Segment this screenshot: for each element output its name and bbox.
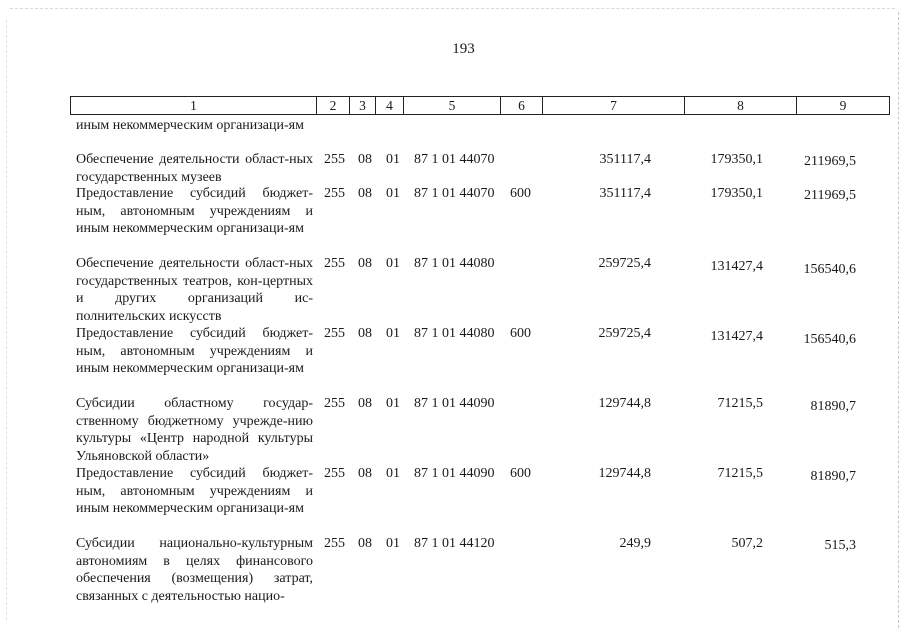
cell-podrazdel: 01 <box>386 466 400 481</box>
row-description: Обеспечение деятельности област-ных государственных музеев <box>76 152 313 185</box>
cell-sum-9: 81890,7 <box>810 469 856 484</box>
header-col-3: 3 <box>350 97 376 115</box>
cell-vr: 600 <box>510 326 531 341</box>
cell-sum-8: 179350,1 <box>710 186 763 201</box>
cell-csr: 87 1 01 44090 <box>414 466 495 481</box>
cell-sum-8: 131427,4 <box>710 329 763 344</box>
table-row <box>76 151 866 185</box>
column-number-header <box>70 96 890 115</box>
cell-sum-9: 211969,5 <box>804 188 856 203</box>
cell-sum-8: 179350,1 <box>710 152 763 167</box>
header-col-7: 7 <box>543 97 685 115</box>
cell-ved: 255 <box>324 186 345 201</box>
row-description: Предоставление субсидий бюджет-ным, автономным учреждениям и иным некоммерческим организаци-ям <box>76 186 313 236</box>
header-col-2: 2 <box>317 97 350 115</box>
cell-podrazdel: 01 <box>386 186 400 201</box>
cell-podrazdel: 01 <box>386 326 400 341</box>
scan-edge-top <box>10 8 895 9</box>
table-row <box>76 117 866 151</box>
cell-csr: 87 1 01 44070 <box>414 152 495 167</box>
table-body <box>76 117 866 605</box>
table-row <box>76 535 866 605</box>
cell-ved: 255 <box>324 396 345 411</box>
table-row <box>76 325 866 395</box>
table-row <box>76 465 866 535</box>
cell-razdel: 08 <box>358 536 372 551</box>
cell-sum-9: 81890,7 <box>810 399 856 414</box>
cell-sum-7: 259725,4 <box>598 256 651 271</box>
cell-podrazdel: 01 <box>386 396 400 411</box>
page-number: 193 <box>452 41 475 57</box>
cell-sum-8: 71215,5 <box>717 466 763 481</box>
cell-razdel: 08 <box>358 152 372 167</box>
scan-edge-right <box>898 12 899 628</box>
cell-ved: 255 <box>324 536 345 551</box>
row-description: Предоставление субсидий бюджет-ным, автономным учреждениям и иным некоммерческим организаци-ям <box>76 326 313 376</box>
cell-sum-8: 71215,5 <box>717 396 763 411</box>
cell-sum-9: 156540,6 <box>803 332 856 347</box>
cell-ved: 255 <box>324 256 345 271</box>
cell-csr: 87 1 01 44090 <box>414 396 495 411</box>
cell-sum-7: 249,9 <box>619 536 651 551</box>
table-row <box>76 185 866 255</box>
cell-podrazdel: 01 <box>386 536 400 551</box>
row-description: Предоставление субсидий бюджет-ным, автономным учреждениям и иным некоммерческим организаци-ям <box>76 466 313 516</box>
cell-sum-7: 129744,8 <box>598 396 651 411</box>
cell-podrazdel: 01 <box>386 256 400 271</box>
cell-ved: 255 <box>324 326 345 341</box>
cell-sum-9: 515,3 <box>824 538 856 553</box>
cell-sum-9: 211969,5 <box>804 154 856 169</box>
row-description: Субсидии областному государ-ственному бюджетному учрежде-нию культуры «Центр народной культуры Ульяновской области» <box>76 396 313 464</box>
header-col-5: 5 <box>404 97 501 115</box>
row-description: Субсидии национально-культурным автономиям в целях финансового обеспечения (возмещения) затрат, связанных с деятельностью нацио- <box>76 536 313 604</box>
cell-sum-7: 259725,4 <box>598 326 651 341</box>
table-row <box>76 255 866 325</box>
cell-sum-9: 156540,6 <box>803 262 856 277</box>
cell-csr: 87 1 01 44080 <box>414 256 495 271</box>
cell-razdel: 08 <box>358 396 372 411</box>
cell-razdel: 08 <box>358 256 372 271</box>
cell-csr: 87 1 01 44120 <box>414 536 495 551</box>
cell-razdel: 08 <box>358 186 372 201</box>
cell-ved: 255 <box>324 466 345 481</box>
cell-sum-8: 131427,4 <box>710 259 763 274</box>
row-description: Обеспечение деятельности област-ных государственных театров, кон-цертных и других организаций ис-полнительских искусств <box>76 256 313 324</box>
header-col-1: 1 <box>71 97 317 115</box>
cell-podrazdel: 01 <box>386 152 400 167</box>
header-col-8: 8 <box>685 97 797 115</box>
cell-csr: 87 1 01 44070 <box>414 186 495 201</box>
cell-sum-7: 129744,8 <box>598 466 651 481</box>
cell-sum-8: 507,2 <box>731 536 763 551</box>
scan-edge-left <box>6 20 7 620</box>
cell-ved: 255 <box>324 152 345 167</box>
row-description: иным некоммерческим организаци-ям <box>76 118 304 133</box>
cell-sum-7: 351117,4 <box>599 186 651 201</box>
cell-razdel: 08 <box>358 326 372 341</box>
cell-sum-7: 351117,4 <box>599 152 651 167</box>
table-row <box>76 395 866 465</box>
header-col-6: 6 <box>501 97 543 115</box>
cell-csr: 87 1 01 44080 <box>414 326 495 341</box>
header-col-9: 9 <box>797 97 890 115</box>
cell-vr: 600 <box>510 466 531 481</box>
cell-razdel: 08 <box>358 466 372 481</box>
cell-vr: 600 <box>510 186 531 201</box>
header-col-4: 4 <box>376 97 404 115</box>
